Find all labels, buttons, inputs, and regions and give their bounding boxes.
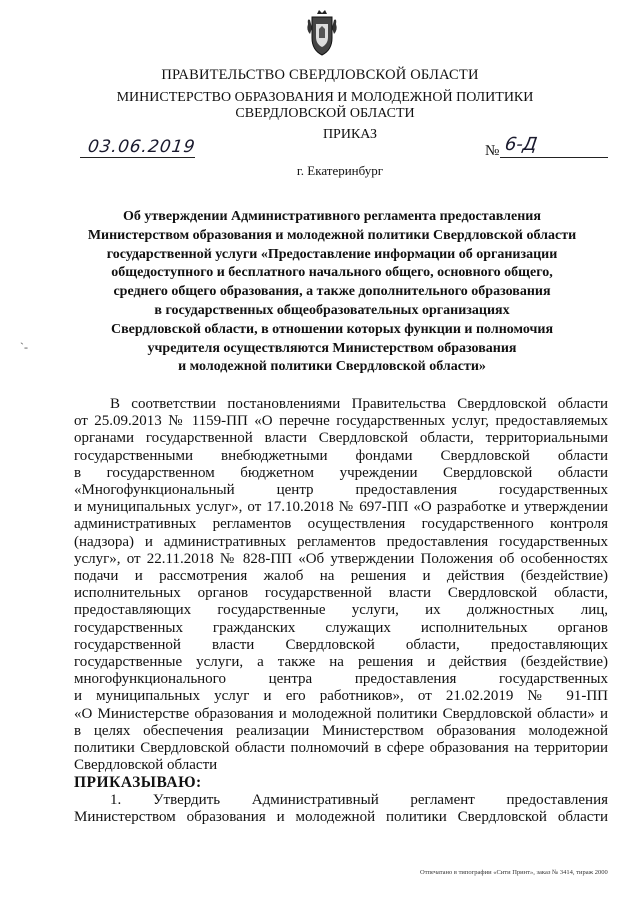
item-line: Министерством образования и молодежной политики Свердловской области xyxy=(74,808,608,825)
body-line: и муниципальных услуг», от 17.10.2018 № 697-ПП «О разработке и утверждении xyxy=(74,499,608,516)
number-underline xyxy=(500,157,608,158)
body-line: государственными внебюджетными фондами Свердловской области xyxy=(74,447,608,464)
print-footer: Отпечатано в типографии «Сити Принт», заказ № 3414, тираж 2000 xyxy=(420,869,608,876)
body-line: государственные услуги, а также на решения и действия (бездействие) xyxy=(74,654,608,671)
title-line: среднего общего образования, а также дополнительного образования xyxy=(113,284,551,300)
body-line: государственной власти Свердловской области, предоставляющих xyxy=(74,636,608,653)
body-line: услуг», от 22.11.2018 № 828-ПП «Об утверждении Положения об особенностях xyxy=(74,550,608,567)
coat-of-arms-icon xyxy=(304,8,340,58)
item-line: 1. Утвердить Административный регламент предоставления xyxy=(110,791,608,808)
body-line: предоставляющих государственные услуги, их должностных лиц, xyxy=(74,602,608,619)
body-line: многофункционального центра предоставления государственных xyxy=(74,671,608,688)
order-word: ПРИКАЗЫВАЮ: xyxy=(74,774,202,792)
city: г. Екатеринбург xyxy=(296,163,384,178)
body-line: и муниципальных услуг и его работников», от 21.02.2019 № 91-ПП xyxy=(74,688,608,705)
number-label: № xyxy=(485,143,500,159)
margin-mark: `- xyxy=(20,340,28,354)
title-line: учредителя осуществляются Министерством образования xyxy=(147,340,517,356)
date-underline xyxy=(80,157,195,158)
body-line: от 25.09.2013 № 1159-ПП «О перечне государственных услуг, предоставляемых xyxy=(74,413,608,430)
body-line: В соответствии постановлениями Правительства Свердловской области xyxy=(110,396,608,412)
document-type: ПРИКАЗ xyxy=(322,127,378,142)
body-line: органами государственной власти Свердловской области, территориальными xyxy=(74,430,608,447)
government-name: ПРАВИТЕЛЬСТВО СВЕРДЛОВСКОЙ ОБЛАСТИ xyxy=(161,67,479,83)
title-line: и молодежной политики Свердловской области» xyxy=(178,359,486,375)
document-title xyxy=(72,208,592,377)
handwritten-number: 6-Д xyxy=(503,134,539,155)
title-line: общедоступного и бесплатного начального общего, основного общего, xyxy=(111,265,553,281)
title-line: Об утверждении Административного регламента предоставления xyxy=(123,209,541,224)
body-line: подачи и рассмотрения жалоб на решения и действия (бездействие) xyxy=(74,568,608,585)
title-line: Министерством образования и молодежной политики Свердловской области xyxy=(87,227,577,243)
ministry-line-1: МИНИСТЕРСТВО ОБРАЗОВАНИЯ И МОЛОДЕЖНОЙ ПОЛИТИКИ xyxy=(116,90,534,105)
handwritten-date: 03.06.2019 xyxy=(86,137,197,157)
ministry-line-2: СВЕРДЛОВСКОЙ ОБЛАСТИ xyxy=(235,106,415,121)
document-body xyxy=(74,396,608,826)
body-line: политики Свердловской области полномочий в сфере образования на территории xyxy=(74,740,608,757)
body-line: административных регламентов осуществления государственного контроля xyxy=(74,516,608,533)
ministry-name xyxy=(60,90,590,122)
body-line: «Многофункциональный центр предоставления государственных xyxy=(74,482,608,499)
title-line: государственной услуги «Предоставление информации об организации xyxy=(106,246,558,262)
body-line: в целях обеспечения реализации Министерством образования молодежной xyxy=(74,722,608,739)
body-line: исполнительных органов государственной власти Свердловской области, xyxy=(74,585,608,602)
body-line: (надзора) и административных регламентов предоставления государственных xyxy=(74,533,608,550)
body-line: государственных гражданских служащих исполнительных органов xyxy=(74,619,608,636)
body-line: «О Министерстве образования и молодежной политики Свердловской области» и xyxy=(74,705,608,722)
title-line: Свердловской области, в отношении которых функции и полномочия xyxy=(110,321,554,337)
body-line: в государственном бюджетном учреждении Свердловской области xyxy=(74,464,608,481)
title-line: в государственных общеобразовательных организациях xyxy=(154,302,510,318)
body-line: Свердловской области xyxy=(74,757,218,774)
